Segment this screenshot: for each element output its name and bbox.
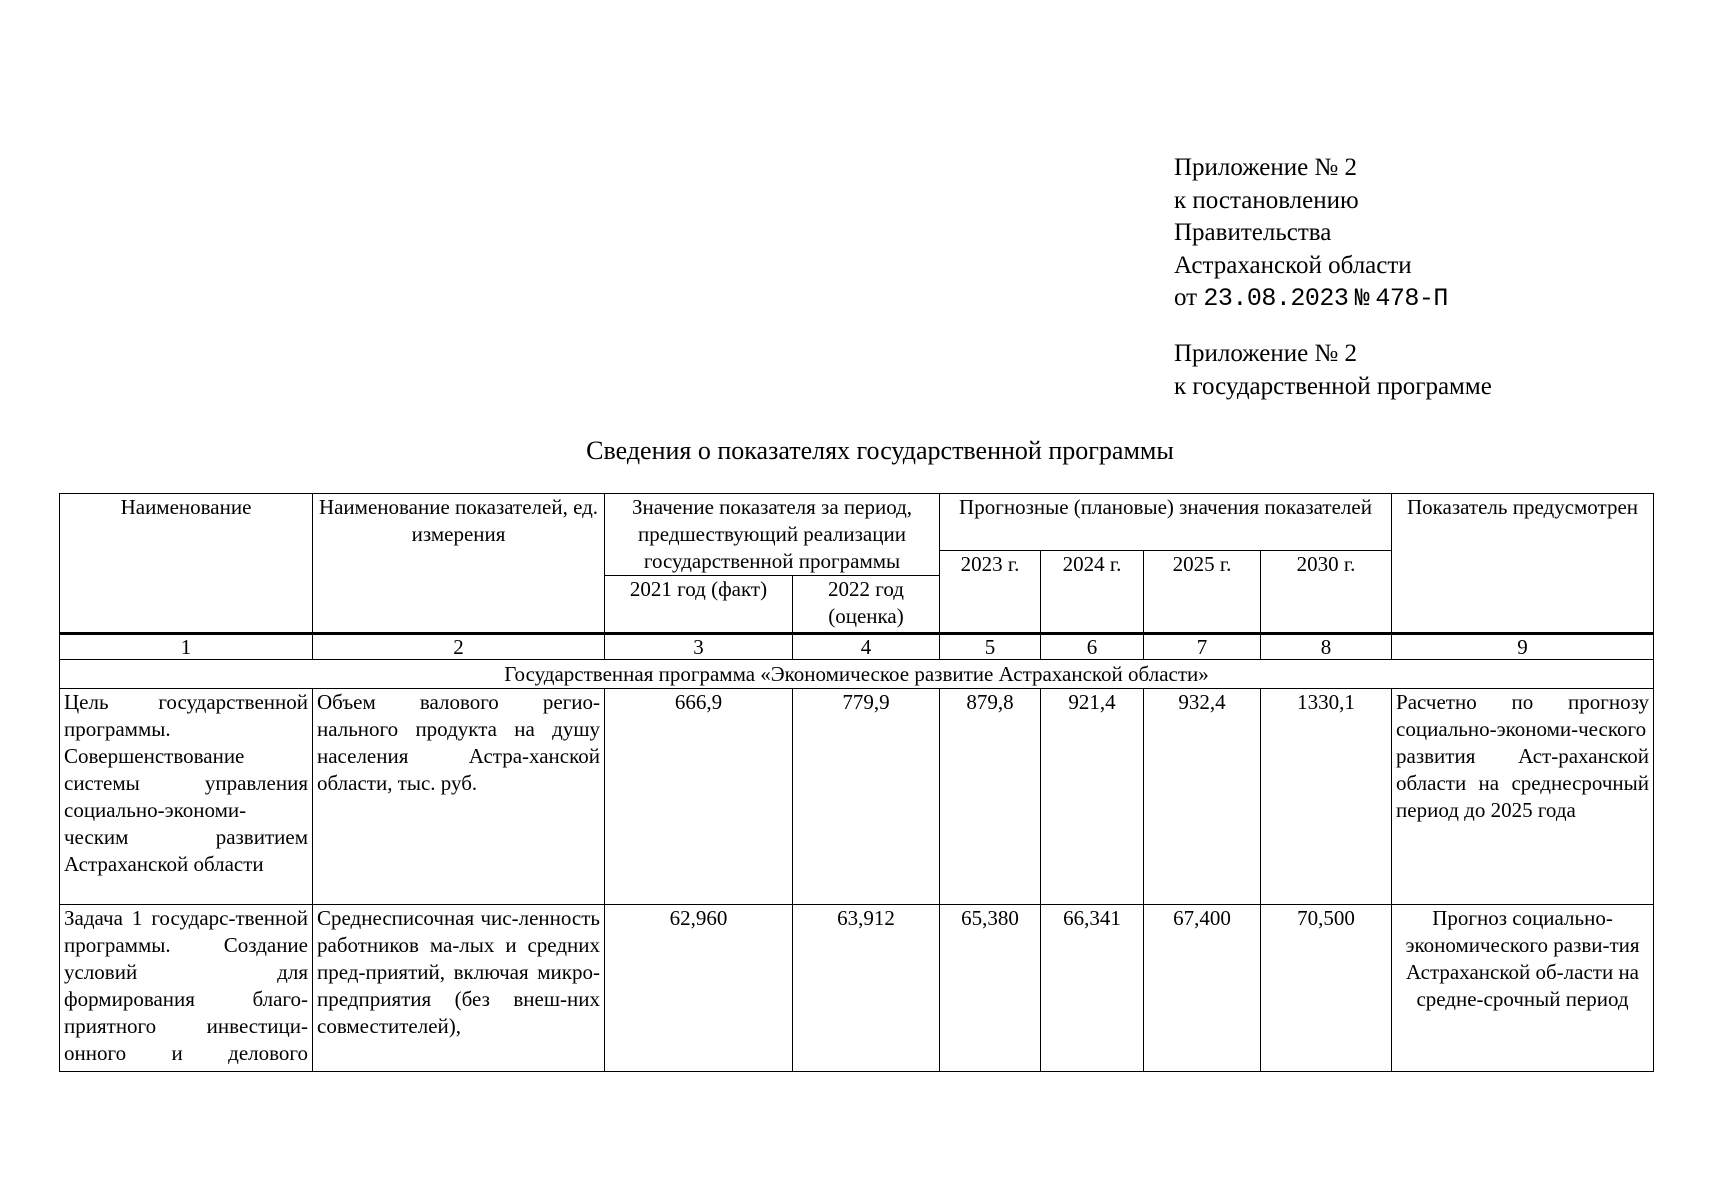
value-2022: 63,912 bbox=[793, 905, 940, 1072]
column-number: 2 bbox=[313, 634, 605, 660]
value-2030: 1330,1 bbox=[1261, 689, 1392, 905]
value-2023: 65,380 bbox=[940, 905, 1041, 1072]
decree-date-line bbox=[1174, 282, 1674, 316]
column-number: 8 bbox=[1261, 634, 1392, 660]
appendix-bottom-line2: к государственной программе bbox=[1174, 372, 1492, 400]
table-row bbox=[60, 905, 1654, 1072]
row-source: Расчетно по прогнозу социально-экономи-ческого развития Аст-раханской области на среднесрочный период до 2025 года bbox=[1392, 689, 1654, 905]
row-source: Прогноз социально-экономического разви-тия Астраханской об-ласти на средне-срочный период bbox=[1392, 905, 1654, 1072]
appendix-top-block bbox=[1174, 152, 1674, 316]
value-2023: 879,8 bbox=[940, 689, 1041, 905]
row-name: Цель государственной программы. Совершенствование системы управления социально-экономи-ческим развитием Астраханской области bbox=[60, 689, 313, 905]
appendix-top-line1: Приложение № 2 bbox=[1174, 154, 1358, 181]
header-2025: 2025 г. bbox=[1144, 551, 1261, 634]
header-2023: 2023 г. bbox=[940, 551, 1041, 634]
column-number: 6 bbox=[1041, 634, 1144, 660]
header-row-1 bbox=[60, 494, 1654, 551]
document-title: Сведения о показателях государственной программы bbox=[586, 436, 1174, 465]
appendix-top-line2: к постановлению bbox=[1174, 186, 1359, 214]
row-indicator: Среднесписочная чис-ленность работников ма-лых и средних пред-приятий, включая микро-предприятия (без внеш-них совместителей), bbox=[313, 905, 605, 1072]
table-row bbox=[60, 689, 1654, 905]
appendix-bottom-block bbox=[1174, 338, 1674, 403]
header-2022: 2022 год (оценка) bbox=[793, 576, 940, 634]
column-number: 4 bbox=[793, 634, 940, 660]
value-2024: 66,341 bbox=[1041, 905, 1144, 1072]
row-indicator: Объем валового регио-нального продукта на душу населения Астра-ханской области, тыс. руб. bbox=[313, 689, 605, 905]
row-name: Задача 1 государс-твенной программы. Создание условий для формирования благо-приятного инвестици-онного и делового bbox=[60, 905, 313, 1072]
indicators-table bbox=[59, 493, 1654, 1072]
appendix-top-line3: Правительства bbox=[1174, 219, 1332, 246]
value-2021: 62,960 bbox=[605, 905, 793, 1072]
header-name: Наименование bbox=[60, 494, 313, 634]
value-2025: 67,400 bbox=[1144, 905, 1261, 1072]
column-number: 5 bbox=[940, 634, 1041, 660]
appendix-top-line4: Астраханской области bbox=[1174, 251, 1412, 279]
program-title-row bbox=[60, 660, 1654, 689]
column-number: 3 bbox=[605, 634, 793, 660]
program-title: Государственная программа «Экономическое развитие Астраханской области» bbox=[60, 660, 1654, 689]
value-2030: 70,500 bbox=[1261, 905, 1392, 1072]
value-2024: 921,4 bbox=[1041, 689, 1144, 905]
decree-date: 23.08.2023 bbox=[1203, 284, 1349, 313]
value-2022: 779,9 bbox=[793, 689, 940, 905]
appendix-bottom-line1: Приложение № 2 bbox=[1174, 340, 1358, 367]
date-prefix: от bbox=[1174, 284, 1198, 311]
header-indicator: Наименование показателей, ед. измерения bbox=[313, 494, 605, 634]
header-2030: 2030 г. bbox=[1261, 551, 1392, 634]
number-sign: № bbox=[1354, 284, 1370, 313]
header-2021: 2021 год (факт) bbox=[605, 576, 793, 634]
header-previous-period: Значение показателя за период, предшествующий реализации государственной программы bbox=[605, 494, 940, 576]
header-2024: 2024 г. bbox=[1041, 551, 1144, 634]
value-2021: 666,9 bbox=[605, 689, 793, 905]
column-number: 9 bbox=[1392, 634, 1654, 660]
decree-number: 478-П bbox=[1375, 284, 1448, 313]
column-number: 1 bbox=[60, 634, 313, 660]
header-forecast: Прогнозные (плановые) значения показателей bbox=[940, 494, 1392, 551]
header-source: Показатель предусмотрен bbox=[1392, 494, 1654, 634]
value-2025: 932,4 bbox=[1144, 689, 1261, 905]
column-numbers-row bbox=[60, 634, 1654, 660]
column-number: 7 bbox=[1144, 634, 1261, 660]
